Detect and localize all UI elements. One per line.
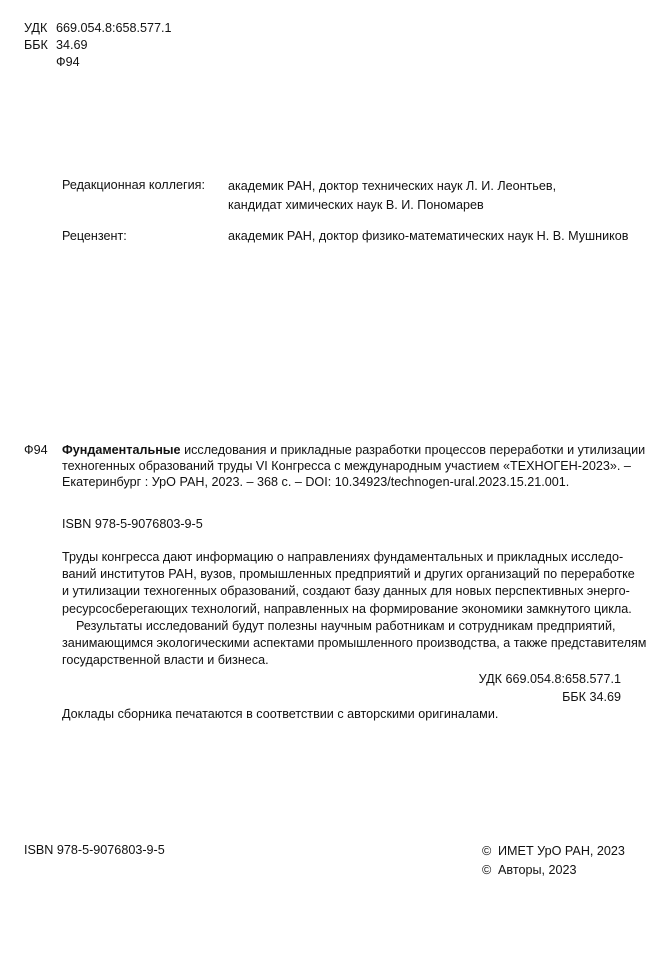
abstract-line-2: ваний институтов РАН, вузов, промышленных предприятий и других организаций по переработке xyxy=(62,567,635,582)
catalog-line-1 xyxy=(62,442,646,458)
reviewer-label: Рецензент: xyxy=(62,229,127,243)
catalog-line-1-rest: исследования и прикладные разработки процессов переработки и утилизации xyxy=(180,443,646,457)
udk-row xyxy=(24,20,172,37)
copyright-row-1 xyxy=(482,842,625,861)
right-udk: УДК 669.054.8:658.577.1 xyxy=(478,672,621,686)
reviewer-value: академик РАН, доктор физико-математических наук Н. В. Мушников xyxy=(228,229,629,243)
abstract-line-4: ресурсосберегающих технологий, направленных на формирование экономики замкнутого цикла. xyxy=(62,601,632,616)
abstract-line-5: Результаты исследований будут полезны научным работникам и сотрудникам предприятий, xyxy=(76,618,616,633)
editorial-board-member-2: кандидат химических наук В. И. Пономарев xyxy=(228,198,484,212)
abstract-line-1: Труды конгресса дают информацию о направлениях фундаментальных и прикладных исследо- xyxy=(62,550,624,564)
publication-note: Доклады сборника печатаются в соответствии с авторскими оригиналами. xyxy=(62,707,499,721)
editorial-board-members xyxy=(228,177,556,215)
catalog-title-bold: Фундаментальные xyxy=(62,443,181,457)
catalog-entry xyxy=(62,442,646,490)
catalog-code: Ф94 xyxy=(24,443,48,457)
catalog-isbn: ISBN 978-5-9076803-9-5 xyxy=(62,517,203,531)
right-bbk: ББК 34.69 xyxy=(562,690,621,704)
bbk-value: 34.69 xyxy=(56,38,88,52)
udk-value: 669.054.8:658.577.1 xyxy=(56,21,172,35)
abstract xyxy=(62,549,646,669)
udk-label: УДК xyxy=(24,21,48,35)
editorial-board-member-1: академик РАН, доктор технических наук Л. И. Леонтьев, xyxy=(228,179,557,193)
abstract-line-7: государственной власти и бизнеса. xyxy=(62,653,269,668)
abstract-line-3: и утилизации техногенных образований, создают базу данных для новых перспективных энерго- xyxy=(62,584,630,599)
classification-block xyxy=(24,20,172,71)
catalog-line-3: Екатеринбург : УрО РАН, 2023. – 368 с. – DOI: 10.34923/technogen-ural.2023.15.21.001. xyxy=(62,475,570,489)
author-code: Ф94 xyxy=(56,55,80,69)
bbk-row xyxy=(24,37,172,54)
copyright-icon: © xyxy=(482,844,492,858)
right-classification xyxy=(479,670,621,706)
copyright-block xyxy=(482,842,625,880)
copyright-icon: © xyxy=(482,863,492,877)
copyright-row-2 xyxy=(482,861,625,880)
footer-isbn: ISBN 978-5-9076803-9-5 xyxy=(24,843,165,857)
bbk-label: ББК xyxy=(24,38,48,52)
abstract-line-6: занимающимся экологическими аспектами промышленного производства, а также представителям xyxy=(62,636,646,651)
copyright-authors: Авторы, 2023 xyxy=(498,863,577,877)
copyright-institute: ИМЕТ УрО РАН, 2023 xyxy=(498,844,625,858)
editorial-board-label: Редакционная коллегия: xyxy=(62,178,205,192)
catalog-line-2: техногенных образований труды VI Конгресса с международным участием «ТЕХНОГЕН-2023». – xyxy=(62,459,631,473)
